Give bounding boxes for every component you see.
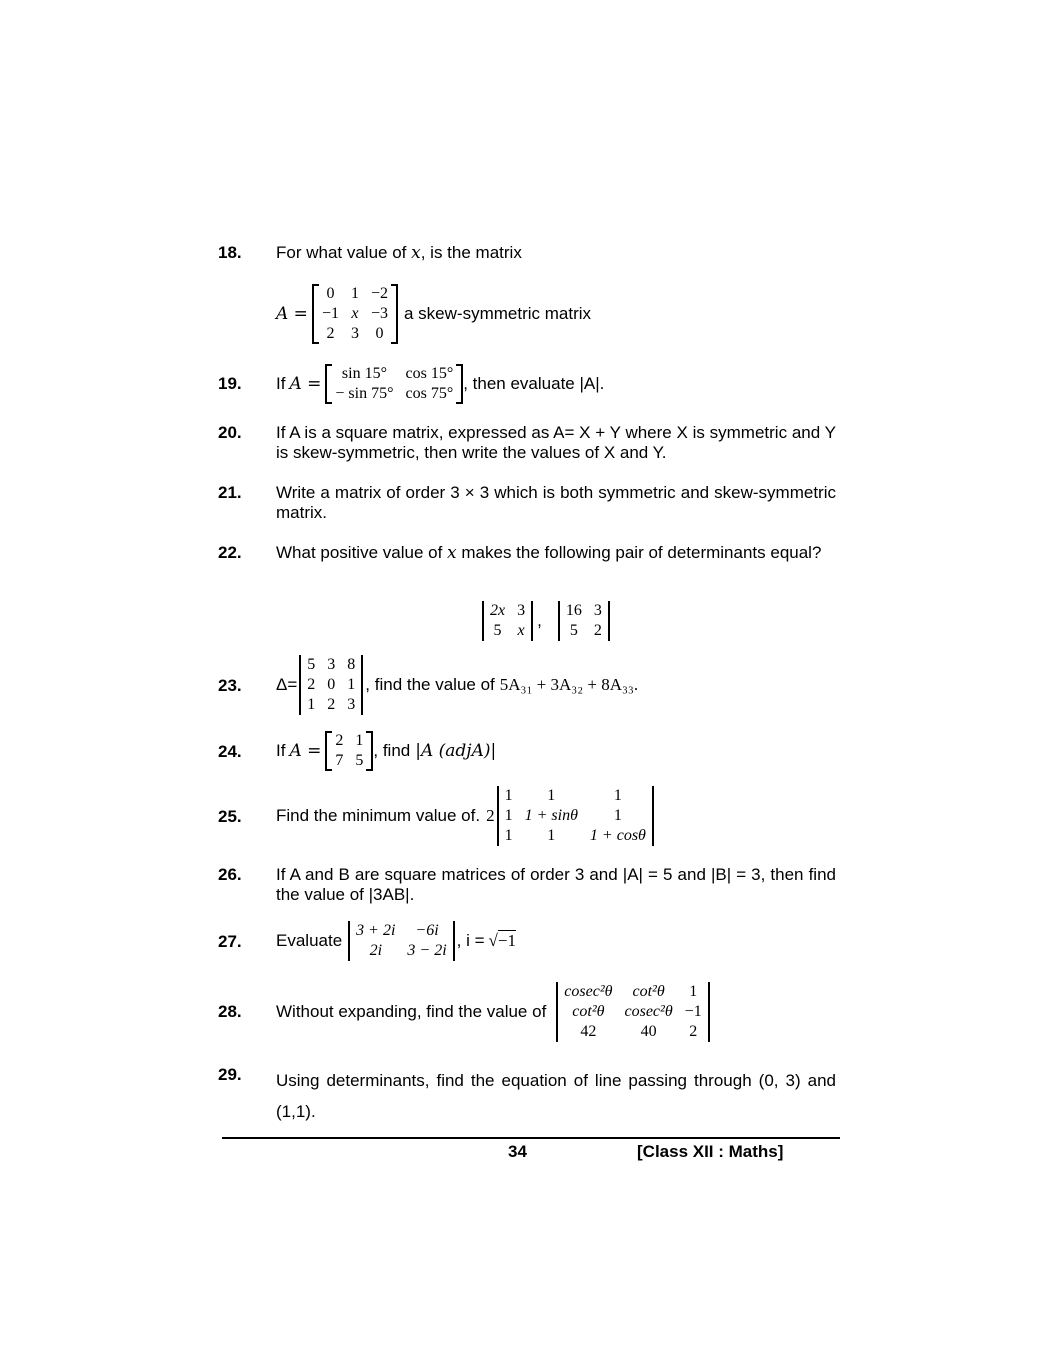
question-text: , is the matrix (420, 243, 522, 262)
question-number: 21. (218, 483, 242, 502)
determinant (558, 601, 610, 641)
question-text: What positive value of (276, 543, 443, 562)
question-number: 26. (218, 865, 242, 884)
matrix-entry: −3 (370, 305, 388, 322)
matrix-entry: 1 (689, 983, 698, 1000)
matrix-entry: 1 + cosθ (589, 827, 646, 844)
matrix-entry: 0 (327, 676, 336, 693)
footer-label: [Class XII : Maths] (637, 1142, 784, 1161)
matrix-entry: 5 (493, 622, 502, 639)
matrix-entry: 2 (593, 622, 602, 639)
footer-divider (222, 1137, 840, 1139)
matrix-entry: 1 (350, 285, 359, 302)
sqrt-radicand: −1 (497, 931, 516, 950)
question-text: a skew-symmetric matrix (404, 304, 592, 323)
matrix-entry: 5 (307, 656, 316, 673)
question-number: 23. (218, 676, 242, 695)
matrix-entry: 2 (307, 676, 316, 693)
matrix-expression (276, 284, 591, 344)
matrix-entry: cosec²θ (564, 983, 613, 1000)
matrix-entry: 1 (504, 807, 513, 824)
matrix-entry: 2 (326, 325, 335, 342)
matrix-entry: 3 (593, 602, 602, 619)
separator: , (537, 611, 542, 630)
determinant (497, 786, 654, 846)
question-number: 18. (218, 243, 242, 262)
math-expression: 5A₃₁ + 3A₃₂ + 8A₃₃. (499, 675, 639, 694)
delta-label: Δ= (276, 675, 298, 694)
question-text: Without expanding, find the value of (276, 1002, 547, 1021)
matrix-entry: 3 (327, 656, 336, 673)
matrix-entry: 1 (547, 827, 556, 844)
matrix-entry: 1 (347, 676, 356, 693)
matrix-entry: 2 (327, 696, 336, 713)
matrix-entry: cosec²θ (624, 1003, 673, 1020)
matrix-entry: cot²θ (572, 1003, 605, 1020)
matrix-entry: 2 (689, 1023, 698, 1040)
matrix-entry: 3 (347, 696, 356, 713)
determinant (482, 601, 533, 641)
variable: x (447, 543, 457, 563)
matrix-entry: 1 (547, 787, 556, 804)
matrix-entry: cos 15° (405, 365, 454, 382)
matrix-entry: 8 (347, 656, 356, 673)
matrix-entry: − sin 75° (335, 385, 394, 402)
matrix-entry: 7 (335, 752, 344, 769)
matrix-entry: −1 (321, 305, 339, 322)
matrix-entry: 0 (326, 285, 335, 302)
matrix (325, 731, 373, 771)
matrix-entry: 2i (369, 942, 383, 959)
matrix (312, 284, 398, 344)
question-text: makes the following pair of determinants equal? (461, 543, 822, 562)
determinant (348, 921, 455, 961)
question-number: 22. (218, 543, 242, 562)
matrix-entry: 16 (565, 602, 582, 619)
matrix-entry: sin 15° (341, 365, 387, 382)
matrix-entry: 1 (613, 807, 622, 824)
question-text: , then evaluate |A|. (463, 374, 605, 393)
question-number: 29. (218, 1065, 242, 1084)
matrix-entry: 2 (335, 732, 344, 749)
matrix-entry: 1 (307, 696, 316, 713)
matrix-lhs: A = (289, 741, 322, 761)
question-number: 27. (218, 932, 242, 951)
question-text: , find (373, 741, 411, 760)
matrix-entry: 3 (517, 602, 526, 619)
matrix-entry: 1 (504, 787, 513, 804)
matrix-entry: x (517, 622, 525, 639)
question-number: 20. (218, 423, 242, 442)
matrix-entry: 42 (580, 1023, 597, 1040)
page-number: 34 (508, 1142, 527, 1161)
question-number: 25. (218, 807, 242, 826)
matrix-entry: 5 (355, 752, 364, 769)
matrix-entry: 1 (355, 732, 364, 749)
matrix-entry: −6i (415, 922, 439, 939)
variable: x (411, 243, 421, 263)
coefficient: 2 (486, 806, 495, 825)
matrix-entry: −1 (684, 1003, 702, 1020)
question-text: If A is a square matrix, expressed as A= X + Y where X is symmetric and Y is skew-symmetric, then write the values of X and Y. (276, 423, 836, 462)
question-number: 28. (218, 1002, 242, 1021)
matrix-entry: 5 (569, 622, 578, 639)
question-text: Write a matrix of order 3 × 3 which is both symmetric and skew-symmetric matrix. (276, 483, 836, 522)
question-text: If (276, 374, 286, 393)
matrix-entry: x (351, 305, 359, 322)
question-text: Evaluate (276, 931, 343, 950)
determinant-pair (480, 601, 612, 641)
matrix-lhs: A = (289, 374, 322, 394)
matrix-entry: 1 + sinθ (524, 807, 578, 824)
matrix (325, 364, 463, 404)
math-expression: |A (adjA)| (415, 741, 497, 761)
question-text: , find the value of (365, 675, 495, 694)
matrix-entry: 3 (350, 325, 359, 342)
question-number: 19. (218, 374, 242, 393)
question-text: If A and B are square matrices of order 3 and |A| = 5 and |B| = 3, then find the value of |3AB|. (276, 865, 836, 904)
question-text: If (276, 741, 286, 760)
matrix-entry: 3 − 2i (407, 942, 447, 959)
matrix-entry: 1 (504, 827, 513, 844)
matrix-entry: cot²θ (632, 983, 665, 1000)
matrix-entry: 0 (375, 325, 384, 342)
question-text: , i = (456, 931, 485, 950)
matrix-entry: 40 (640, 1023, 657, 1040)
question-text: Using determinants, find the equation of line passing through (0, 3) and (1,1). (276, 1071, 836, 1121)
determinant (299, 655, 363, 715)
matrix-entry: −2 (370, 285, 388, 302)
matrix-entry: 3 + 2i (356, 922, 396, 939)
matrix-entry: cos 75° (405, 385, 454, 402)
determinant (556, 982, 709, 1042)
matrix-entry: 2x (490, 602, 506, 619)
matrix-lhs: A = (276, 304, 308, 324)
question-text: Find the minimum value of. (276, 806, 481, 825)
question-text: For what value of (276, 243, 407, 262)
question-number: 24. (218, 742, 242, 761)
matrix-entry: 1 (613, 787, 622, 804)
